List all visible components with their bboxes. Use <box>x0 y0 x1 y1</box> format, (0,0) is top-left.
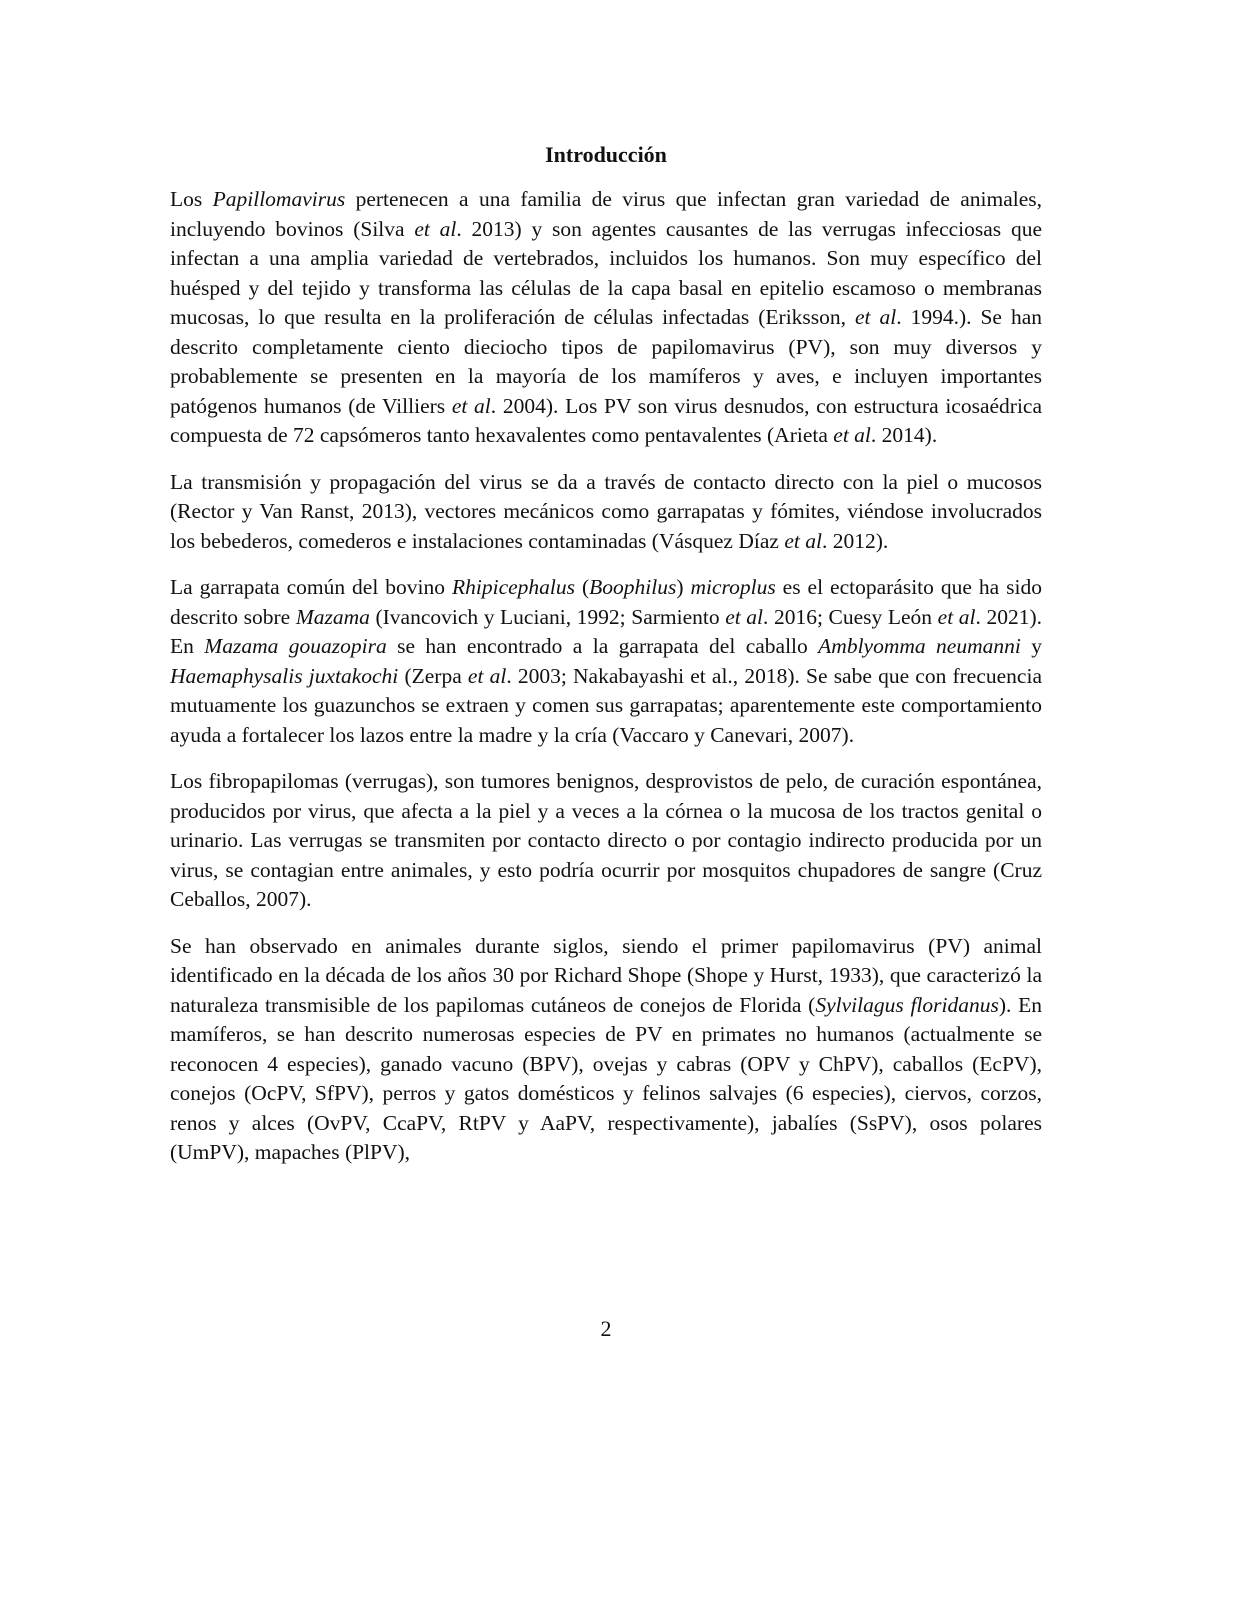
text-run: La garrapata común del bovino <box>170 575 452 599</box>
page-number: 2 <box>600 1316 612 1341</box>
paragraph-4 <box>170 767 1042 915</box>
italic-text: Papillomavirus <box>212 187 346 211</box>
italic-text: et al <box>833 423 871 447</box>
italic-text: et al <box>855 305 897 329</box>
text-run: ( <box>575 575 590 599</box>
italic-text: Amblyomma neumanni <box>818 634 1021 658</box>
text-run: es el ectoparásito que ha sido descrito sobre <box>170 575 1042 629</box>
text-run: La transmisión y propagación del virus se da a través de contacto directo con la piel o mucosos (Rector y Van Ranst, 2013), vectores mecánicos como garrapatas y fómites, viéndose involucrados los bebederos, comederos e instalaciones contaminadas (Vásquez Díaz <box>170 469 1042 553</box>
text-run: pertenecen a una familia de virus que infectan gran variedad de animales, incluyendo bovinos (Silva <box>170 187 1043 241</box>
italic-text: et al <box>784 528 822 553</box>
text-run: se han encontrado a la garrapata del caballo <box>386 634 819 658</box>
italic-text: Haemaphysalis juxtakochi <box>170 663 399 688</box>
text-run: (Ivancovich y Luciani, 1992; Sarmiento <box>369 604 726 629</box>
text-run: ). En mamíferos, se han descrito numerosas especies de PV en primates no humanos (actualmente se reconocen 4 especies), ganado vacuno (BPV), ovejas y cabras (OPV y ChPV), caballos (EcPV), conejos (OcPV, SfPV), perros y gatos domésticos y felinos salvajes (6 especies), ciervos, corzos, renos y alces (OvPV, CcaPV, RtPV y AaPV, respectivamente), jabalíes (SsPV), osos polares (UmPV), mapaches (PlPV), <box>170 992 1043 1164</box>
italic-text: Mazama gouazopira <box>204 634 387 658</box>
text-run: Los fibropapilomas (verrugas), son tumores benignos, desprovistos de pelo, de curación espontánea, producidos por virus, que afecta a la piel y a veces a la córnea o la mucosa de los tractos genital o urinario. Las verrugas se transmiten por contacto directo o por contagio indirecto producida por un virus, se contagian entre animales, y esto podría ocurrir por mosquitos chupadores de sangre (Cruz Ceballos, 2007). <box>170 769 1042 911</box>
italic-text: et al <box>451 393 491 418</box>
italic-text: et al <box>937 604 976 629</box>
text-run: y <box>1020 634 1043 658</box>
paragraph-5 <box>170 932 1042 1168</box>
text-run: . 2004). Los PV son virus desnudos, con estructura icosaédrica compuesta de 72 capsómeros tanto hexavalentes como pentavalentes (Arieta <box>170 393 1043 447</box>
text-run: . 2003; Nakabayashi et al., 2018). Se sabe que con frecuencia mutuamente los guazunchos se extraen y comen sus garrapatas; aparentemente este comportamiento ayuda a fortalecer los lazos entre la madre y la cría (Vaccaro y Canevari, 2007). <box>170 663 1042 747</box>
text-run: . 1994.). Se han descrito completamente ciento dieciocho tipos de papilomavirus (PV), son muy diversos y probablemente se presenten en la mayoría de los mamíferos y aves, e incluyen importantes patógenos humanos (de Villiers <box>170 305 1042 418</box>
text-run: Se han observado en animales durante siglos, siendo el primer papilomavirus (PV) animal identificado en la década de los años 30 por Richard Shope (Shope y Hurst, 1933), que caracterizó la naturaleza transmisible de los papilomas cutáneos de conejos de Florida ( <box>170 933 1042 1017</box>
text-run: . 2013) y son agentes causantes de las verrugas infecciosas que infectan a una amplia variedad de vertebrados, incluidos los humanos. Son muy específico del huésped y del tejido y transforma las células de la capa basal en epitelio escamoso o membranas mucosas, lo que resulta en la proliferación de células infectadas (Eriksson, <box>170 216 1042 329</box>
italic-text: Sylvilagus floridanus <box>815 992 999 1017</box>
document-body <box>170 185 1042 1185</box>
text-run: (Zerpa <box>398 663 468 688</box>
italic-text: Boophilus <box>589 575 677 599</box>
paragraph-3 <box>170 573 1042 750</box>
text-run: ) <box>676 575 691 599</box>
italic-text: Mazama <box>295 604 370 629</box>
text-run: . 2016; Cuesy León <box>763 604 938 629</box>
text-run: Los <box>170 187 213 211</box>
italic-text: microplus <box>690 575 776 599</box>
text-run: . 2014). <box>870 423 938 447</box>
italic-text: et al <box>414 216 457 241</box>
paragraph-2 <box>170 468 1042 557</box>
italic-text: Rhipicephalus <box>452 575 576 599</box>
italic-text: et al <box>725 604 764 629</box>
paragraph-1 <box>170 185 1042 451</box>
text-run: . 2021). En <box>170 604 1042 658</box>
text-run: . 2012). <box>821 528 889 553</box>
section-heading: Introducción <box>545 142 667 167</box>
italic-text: et al <box>467 663 507 688</box>
